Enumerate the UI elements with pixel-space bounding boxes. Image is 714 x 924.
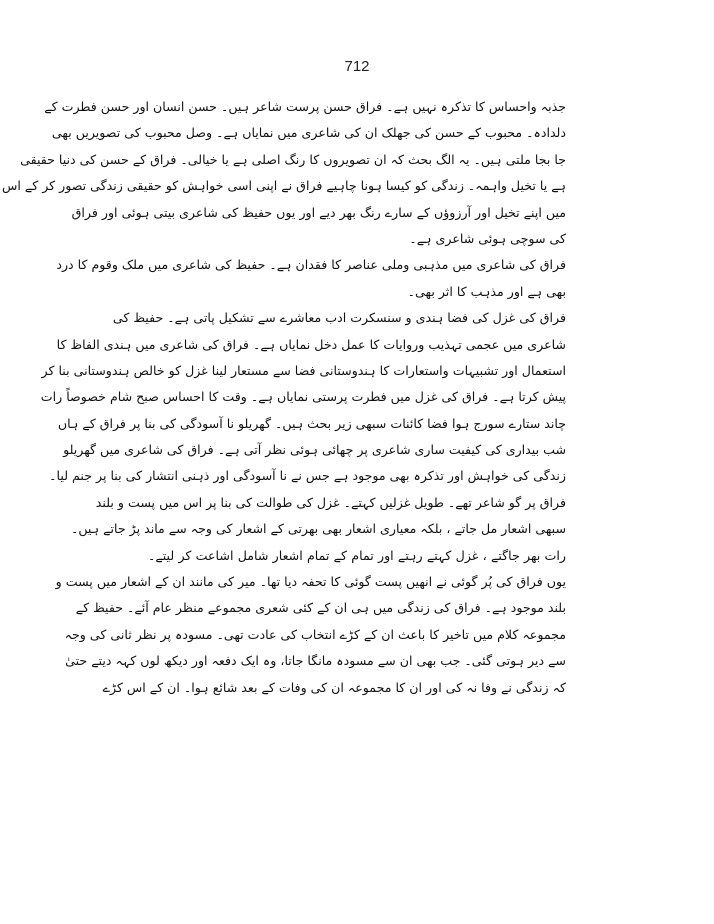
text-line: شاعری میں عجمی تہذیب وروایات کا عمل دخل نمایاں ہے۔ فراق کی شاعری میں ہندی الفاظ کا xyxy=(56,336,566,352)
text-line: فراق پر گو شاعر تھے۔ طویل غزلیں کہتے۔ غزل کی طوالت کی بنا پر اس میں پست و بلند xyxy=(95,494,566,510)
text-line: پیش کرتا ہے۔ فراق کی غزل میں فطرت پرستی نمایاں ہے۔ وقت کا احساس صبح شام خصوصاً رات xyxy=(40,389,566,405)
text-line: کہ زندگی نے وفا نہ کی اور ان کا مجموعہ ان کی وفات کے بعد شائع ہوا۔ ان کے اس کڑے xyxy=(102,679,566,695)
text-line: بلند موجود ہے۔ فراق کی زندگی میں ہی ان کے کئی شعری مجموعے منظر عام آئے۔ حفیظ کے xyxy=(75,600,566,616)
text-line: زندگی کی خواہش اور تذکرہ بھی موجود ہے جس نے نا آسودگی اور ذہنی انتشار کی بنا پر جنم لیا۔ xyxy=(49,468,566,484)
text-line: رات بھر جاگتے ، غزل کہتے رہتے اور تمام کے تمام اشعار شامل اشاعت کر لیتے۔ xyxy=(148,547,566,563)
text-line: بھی ہے اور مذہب کا اثر بھی۔ xyxy=(407,283,566,299)
text-line: ہے یا تخیل واہمہ۔ زندگی کو کیسا ہونا چاہیے فراق نے اپنی اسی خواہش کو حقیقی زندگی تصور کر کے اس xyxy=(1,178,566,194)
text-line: یوں فراق کی پُر گوئی نے انھیں پست گوئی کا تحفہ دیا تھا۔ میر کی مانند ان کے اشعار میں پست و xyxy=(55,574,566,590)
text-line: جذبہ واحساس کا تذکرہ نہیں ہے۔ فراق حسن پرست شاعر ہیں۔ حسن انسان اور حسن فطرت کے xyxy=(44,99,566,114)
text-line: استعمال اور تشبیہات واستعارات کا ہندوستانی فضا سے مستعار لینا غزل کو خالص ہندوستانی بنا کر xyxy=(41,362,566,378)
text-line: فراق کی شاعری میں مذہبی وملی عناصر کا فقدان ہے۔ حفیظ کی شاعری میں ملک وقوم کا درد xyxy=(56,257,566,273)
text-line: فراق کی غزل کی فضا ہندی و سنسکرت ادب معاشرے سے تشکیل پاتی ہے۔ حفیظ کی xyxy=(112,310,566,326)
text-line: چاند ستارے سورج ہوا فضا کائنات سبھی زیر بحث ہیں۔ گھریلو نا آسودگی کی بنا پر فراق کے ہاں xyxy=(57,415,566,431)
text-line: جا بجا ملتی ہیں۔ یہ الگ بحث کہ ان تصویروں کا رنگ اصلی ہے یا خیالی۔ فراق کے حسن کی دنیا حقیقی xyxy=(20,151,566,167)
text-line: میں اپنے تخیل اور آرزوؤں کے سارے رنگ بھر دیے اور یوں حفیظ کی شاعری بیتی ہوئی اور فراق xyxy=(71,204,566,220)
text-line: کی سوچی ہوئی شاعری ہے۔ xyxy=(409,230,566,246)
page-number: 712 xyxy=(344,58,370,75)
text-line: دلدادہ۔ محبوب کے حسن کی جھلک ان کی شاعری میں نمایاں ہے۔ وصل محبوب کی تصویریں بھی xyxy=(51,125,566,141)
text-line: مجموعہ کلام میں تاخیر کا باعث ان کے کڑے انتخاب کی عادت تھی۔ مسودہ پر نظر ثانی کی وجہ xyxy=(64,626,566,642)
text-line: شب بیداری کی کیفیت ساری شاعری پر چھائی ہوئی نظر آتی ہے۔ فراق کی شاعری میں گھریلو xyxy=(63,442,566,458)
body-text xyxy=(1,94,566,701)
text-line: سے دیر ہوتی گئی۔ جب بھی ان سے مسودہ مانگا جاتا، وہ ایک دفعہ اور دیکھ لوں کہہ دیتے حتیٰ xyxy=(65,653,566,669)
text-line: سبھی اشعار مل جاتے ، بلکہ معیاری اشعار بھی بھرتی کے اشعار کی وجہ سے ماند پڑ جاتے ہیں۔ xyxy=(70,521,566,537)
